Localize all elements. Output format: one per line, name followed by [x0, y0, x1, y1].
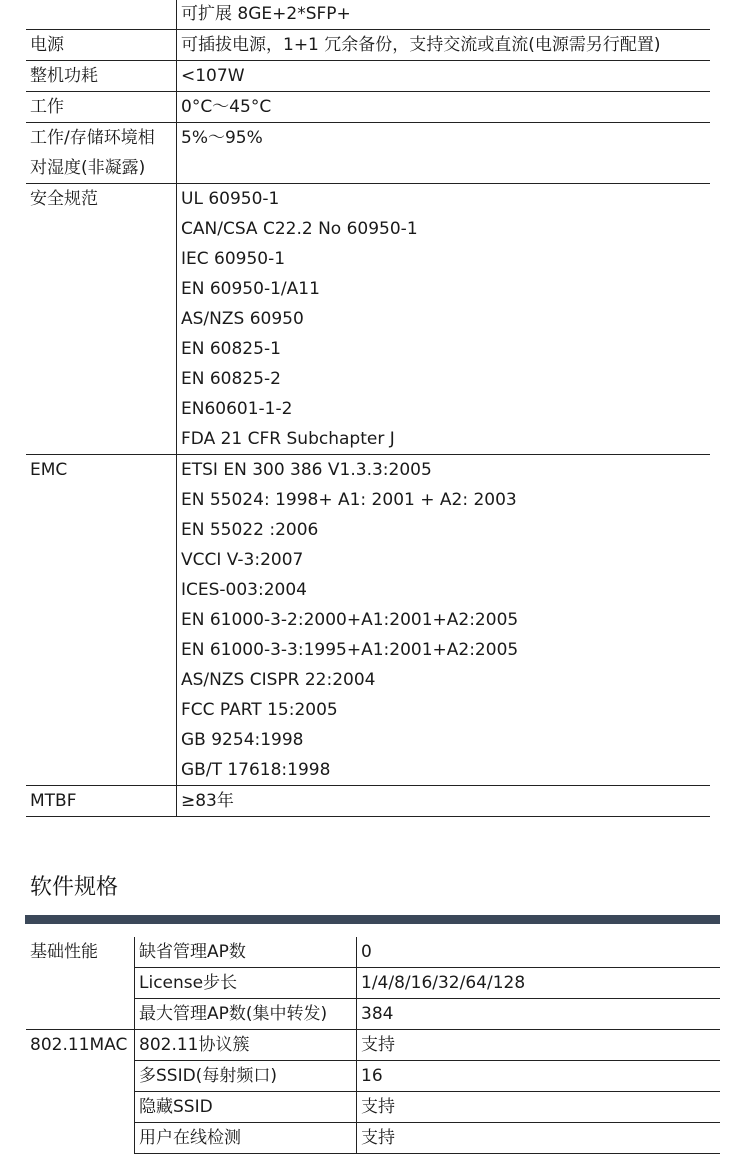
spec-value: 5%～95%	[177, 123, 711, 184]
table-row	[26, 1092, 720, 1123]
spec-item: 用户在线检测	[135, 1123, 357, 1154]
table-row	[26, 184, 710, 455]
table-row	[26, 786, 710, 817]
spec-value-list	[177, 455, 711, 786]
spec-value-line: EN 61000-3-3:1995+A1:2001+A2:2005	[181, 640, 519, 660]
spec-label: MTBF	[26, 786, 177, 817]
spec-value: 支持	[357, 1092, 721, 1123]
group-label-empty	[26, 999, 135, 1030]
hardware-spec-table	[26, 0, 710, 817]
spec-label: 安全规范	[26, 184, 177, 455]
spec-value-line: AS/NZS CISPR 22:2004	[181, 670, 376, 690]
spec-value-line: EN60601-1-2	[181, 399, 293, 419]
spec-label-line: 工作/存储环境相	[30, 128, 155, 148]
table-row	[26, 1030, 720, 1061]
spec-value-line: ICES-003:2004	[181, 580, 307, 600]
table-row	[26, 455, 710, 786]
spec-item: 多SSID(每射频口)	[135, 1061, 357, 1092]
spec-label: 电源	[26, 30, 177, 61]
spec-item: 802.11协议簇	[135, 1030, 357, 1061]
group-label: 基础性能	[26, 937, 135, 968]
spec-value-line: EN 61000-3-2:2000+A1:2001+A2:2005	[181, 610, 519, 630]
spec-value-line: GB/T 17618:1998	[181, 760, 331, 780]
group-label-empty	[26, 1061, 135, 1092]
table-row	[26, 0, 710, 30]
spec-value: ≥83年	[177, 786, 711, 817]
spec-value-line: EN 55024: 1998+ A1: 2001 + A2: 2003	[181, 490, 517, 510]
spec-value: 支持	[357, 1123, 721, 1154]
spec-value: 16	[357, 1061, 721, 1092]
spec-value-list	[177, 184, 711, 455]
section-title: 软件规格	[30, 875, 119, 900]
spec-value: 1/4/8/16/32/64/128	[357, 968, 721, 999]
spec-item: License步长	[135, 968, 357, 999]
spec-value-line: UL 60950-1	[181, 189, 280, 209]
spec-item: 隐藏SSID	[135, 1092, 357, 1123]
group-label-empty	[26, 1123, 135, 1154]
section-divider-bar	[25, 915, 720, 924]
spec-value-line: GB 9254:1998	[181, 730, 304, 750]
spec-value-line: EN 60950-1/A11	[181, 279, 320, 299]
spec-value: 可插拔电源，1+1 冗余备份，支持交流或直流(电源需另行配置)	[177, 30, 711, 61]
group-label-empty	[26, 968, 135, 999]
spec-label: 工作	[26, 92, 177, 123]
spec-value-line: EN 60825-2	[181, 369, 281, 389]
spec-value: 支持	[357, 1030, 721, 1061]
spec-value: 可扩展 8GE+2*SFP+	[177, 0, 711, 30]
table-row	[26, 968, 720, 999]
spec-value: 384	[357, 999, 721, 1030]
spec-value-line: VCCI V-3:2007	[181, 550, 304, 570]
spec-value-line: FCC PART 15:2005	[181, 700, 338, 720]
spec-value-line: AS/NZS 60950	[181, 309, 304, 329]
table-row	[26, 999, 720, 1030]
group-label-empty	[26, 1092, 135, 1123]
spec-label: 整机功耗	[26, 61, 177, 92]
spec-value-line: IEC 60950-1	[181, 249, 286, 269]
table-row	[26, 123, 710, 184]
spec-value-line: ETSI EN 300 386 V1.3.3:2005	[181, 460, 432, 480]
spec-value-line: CAN/CSA C22.2 No 60950-1	[181, 219, 418, 239]
spec-value: 0	[357, 937, 721, 968]
table-row	[26, 61, 710, 92]
spec-value-line: EN 55022 :2006	[181, 520, 319, 540]
spec-value-line: EN 60825-1	[181, 339, 281, 359]
spec-item: 最大管理AP数(集中转发)	[135, 999, 357, 1030]
spec-label	[26, 123, 177, 184]
software-spec-table	[26, 937, 720, 1154]
spec-label	[26, 0, 177, 30]
table-row	[26, 1061, 720, 1092]
spec-value-line: FDA 21 CFR Subchapter J	[181, 429, 395, 449]
group-label: 802.11MAC	[26, 1030, 135, 1061]
table-row	[26, 30, 710, 61]
spec-value: <107W	[177, 61, 711, 92]
table-row	[26, 1123, 720, 1154]
spec-value: 0°C～45°C	[177, 92, 711, 123]
table-row	[26, 937, 720, 968]
spec-label-line: 对湿度(非凝露)	[30, 158, 146, 178]
table-row	[26, 92, 710, 123]
spec-item: 缺省管理AP数	[135, 937, 357, 968]
spec-label: EMC	[26, 455, 177, 786]
